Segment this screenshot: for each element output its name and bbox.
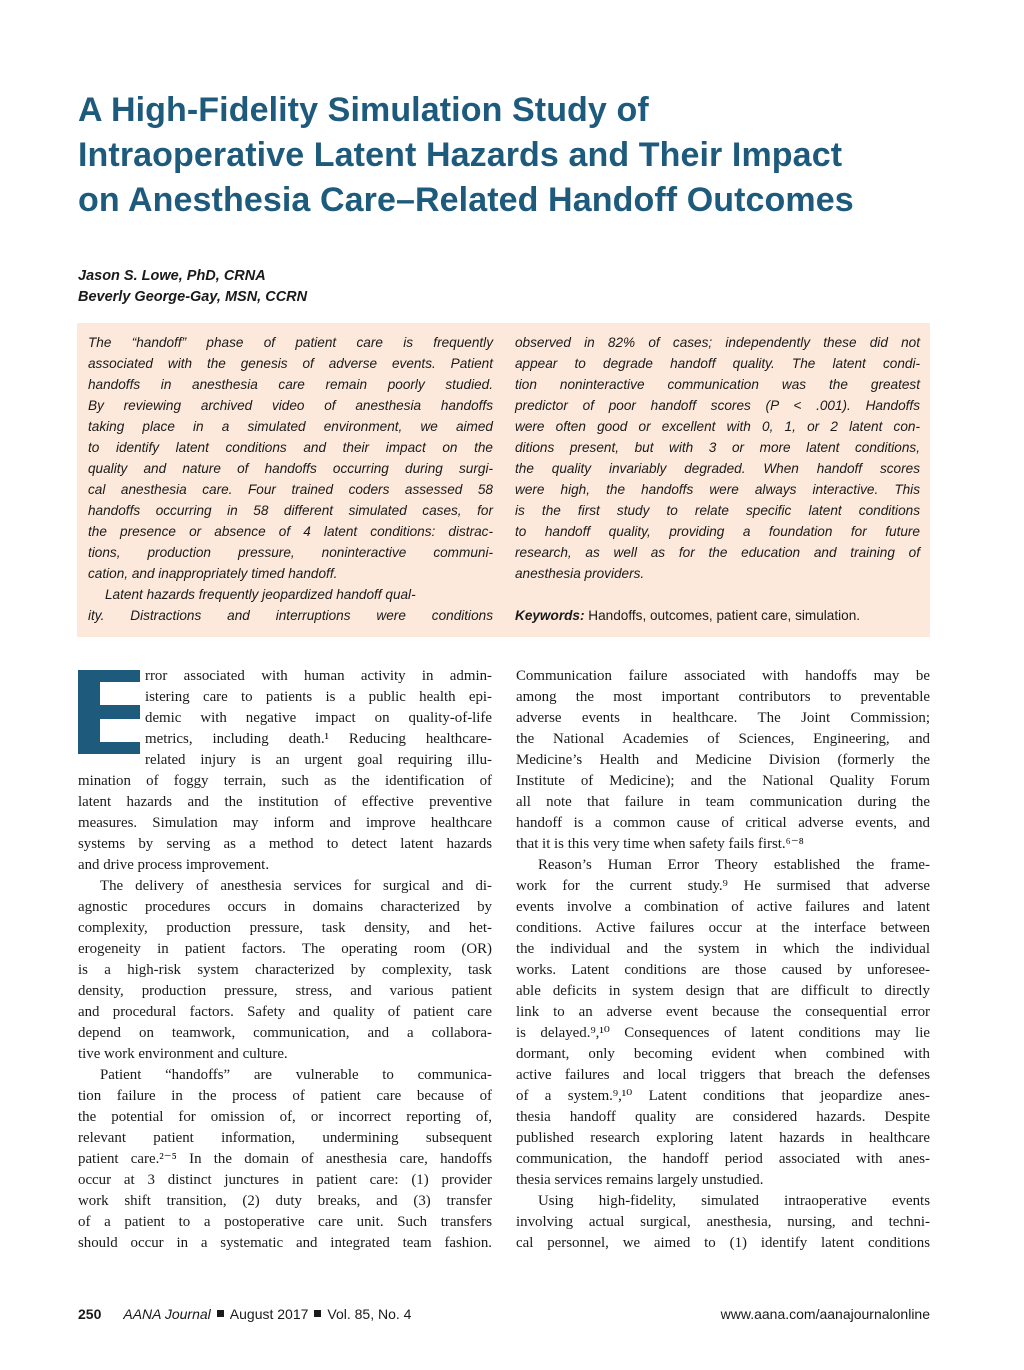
author-list — [78, 266, 307, 308]
body-line: published research exploring latent hazards in healthcare — [516, 1130, 930, 1146]
abstract — [77, 323, 930, 637]
page-footer — [78, 1306, 930, 1328]
body-line: able deficits in system design that are difficult to directly — [516, 983, 930, 999]
body-line: mination of foggy terrain, such as the identification of — [78, 773, 492, 789]
body-line: work shift transition, (2) duty breaks, and (3) transfer — [78, 1193, 492, 1209]
square-bullet-icon — [217, 1310, 224, 1317]
body-line: involving actual surgical, anesthesia, nursing, and techni- — [516, 1214, 930, 1230]
abstract-line: were often good or excellent with 0, 1, or 2 latent con- — [515, 419, 920, 434]
volume-issue: Vol. 85, No. 4 — [327, 1306, 412, 1322]
body-line: among the most important contributors to preventable — [516, 689, 930, 705]
body-line: dormant, only becoming evident when combined with — [516, 1046, 930, 1062]
body-line: Patient “handoffs” are vulnerable to communica- — [100, 1067, 492, 1083]
body-line: that it is this very time when safety fails first.⁶⁻⁸ — [516, 836, 804, 852]
abstract-line: observed in 82% of cases; independently these did not — [515, 335, 920, 350]
body-line: complexity, production pressure, task density, and het- — [78, 920, 492, 936]
body-line: of a patient to a postoperative care unit. Such transfers — [78, 1214, 492, 1230]
footer-citation — [78, 1306, 411, 1322]
body-line: occur at 3 distinct junctures in patient care: (1) provider — [78, 1172, 492, 1188]
author: Beverly George-Gay, MSN, CCRN — [78, 289, 308, 305]
title-line: on Anesthesia Care–Related Handoff Outcomes — [78, 181, 854, 219]
body-column-left — [78, 666, 492, 1254]
keywords-label: Keywords: — [515, 608, 585, 623]
body-line: is delayed.⁹,¹⁰ Consequences of latent conditions may lie — [516, 1025, 930, 1041]
abstract-line: to identify latent conditions and their impact on the — [88, 440, 493, 455]
body-line: systems by serving as a method to detect latent hazards — [78, 836, 492, 852]
body-line: all note that failure in team communication during the — [516, 794, 930, 810]
body-line: conditions. Active failures occur at the interface between — [516, 920, 930, 936]
abstract-line: ity. Distractions and interruptions were conditions — [88, 608, 493, 623]
body-line: patient care.²⁻⁵ In the domain of anesthesia care, handoffs — [78, 1151, 492, 1167]
body-line: events involve a combination of active failures and latent — [516, 899, 930, 915]
body-line: depend on teamwork, communication, and a collabora- — [78, 1025, 492, 1041]
keywords — [515, 605, 920, 626]
abstract-line: The “handoff” phase of patient care is frequently — [88, 335, 493, 350]
body-line: related injury is an urgent goal requiring illu- — [145, 752, 492, 768]
body-line: and procedural factors. Safety and quality of patient care — [78, 1004, 492, 1020]
abstract-line: By reviewing archived video of anesthesia handoffs — [88, 398, 493, 413]
body-line: measures. Simulation may inform and improve healthcare — [78, 815, 492, 831]
abstract-line: to handoff quality, providing a foundation for future — [515, 524, 920, 539]
article-title — [78, 88, 958, 223]
abstract-line: anesthesia providers. — [515, 566, 645, 581]
abstract-line: the presence or absence of 4 latent conditions: distrac- — [88, 524, 493, 539]
abstract-line: were high, the handoffs were always interactive. This — [515, 482, 920, 497]
abstract-line: tion noninteractive communication was the greatest — [515, 377, 920, 392]
body-line: active failures and local triggers that breach the defenses — [516, 1067, 930, 1083]
abstract-line: quality and nature of handoffs occurring during surgi- — [88, 461, 493, 476]
body-line: thesia services remains largely unstudied. — [516, 1172, 764, 1188]
body-line: The delivery of anesthesia services for surgical and di- — [100, 878, 492, 894]
abstract-line: the quality invariably degraded. When handoff scores — [515, 461, 920, 476]
body-line: work for the current study.⁹ He surmised that adverse — [516, 878, 930, 894]
abstract-line: tions, production pressure, noninteractive communi- — [88, 545, 493, 560]
body-line: thesia handoff quality are considered hazards. Despite — [516, 1109, 930, 1125]
title-line: Intraoperative Latent Hazards and Their Impact — [78, 136, 843, 174]
abstract-line: appear to degrade handoff quality. The latent condi- — [515, 356, 920, 371]
body-line: tion failure in the process of patient care because of — [78, 1088, 492, 1104]
body-line: link to an adverse event because the consequential error — [516, 1004, 930, 1020]
body-line: relevant patient information, undermining subsequent — [78, 1130, 492, 1146]
body-line: istering care to patients is a public health epi- — [145, 689, 492, 705]
body-line: Using high-fidelity, simulated intraoperative events — [538, 1193, 930, 1209]
issue-date: August 2017 — [229, 1306, 309, 1322]
journal-url[interactable]: www.aana.com/aanajournalonline — [720, 1306, 930, 1322]
body-line: rror associated with human activity in admin- — [145, 668, 492, 684]
body-line: should occur in a systematic and integrated team fashion. — [78, 1235, 492, 1251]
body-line: handoff is a common cause of critical adverse events, and — [516, 815, 930, 831]
abstract-line: taking place in a simulated environment, we aimed — [88, 419, 493, 434]
body-line: density, production pressure, stress, and various patient — [78, 983, 492, 999]
body-line: communication, the handoff period associated with anes- — [516, 1151, 930, 1167]
title-line: A High-Fidelity Simulation Study of — [78, 91, 649, 129]
abstract-line: research, as well as for the education and training of — [515, 545, 920, 560]
abstract-line: handoffs in anesthesia care remain poorly studied. — [88, 377, 493, 392]
body-line: agnostic procedures occurs in domains characterized by — [78, 899, 492, 915]
abstract-line: is the first study to relate specific latent conditions — [515, 503, 920, 518]
body-line: demic with negative impact on quality-of-life — [145, 710, 492, 726]
abstract-column-left — [88, 332, 493, 626]
abstract-line: ditions present, but with 3 or more latent conditions, — [515, 440, 920, 455]
body-line: of a system.⁹,¹⁰ Latent conditions that jeopardize anes- — [516, 1088, 930, 1104]
body-line: Reason’s Human Error Theory established the frame- — [538, 857, 930, 873]
body-line: metrics, including death.¹ Reducing healthcare- — [145, 731, 492, 747]
abstract-line: cal anesthesia care. Four trained coders assessed 58 — [88, 482, 493, 497]
body-line: the National Academies of Sciences, Engineering, and — [516, 731, 930, 747]
abstract-line: cation, and inappropriately timed handoff. — [88, 566, 338, 581]
body-line: tive work environment and culture. — [78, 1046, 288, 1062]
body-line: the individual and the system in which the individual — [516, 941, 930, 957]
body-line: Communication failure associated with handoffs may be — [516, 668, 930, 684]
abstract-line: associated with the genesis of adverse events. Patient — [88, 356, 493, 371]
body-line: is a high-risk system characterized by complexity, task — [78, 962, 492, 978]
body-line: adverse events in healthcare. The Joint Commission; — [516, 710, 930, 726]
body-line: works. Latent conditions are those caused by unforesee- — [516, 962, 930, 978]
page-number: 250 — [78, 1306, 102, 1322]
body-line: Institute of Medicine); and the National Quality Forum — [516, 773, 930, 789]
body-column-right — [516, 666, 930, 1254]
body-line: cal personnel, we aimed to (1) identify latent conditions — [516, 1235, 930, 1251]
body-line: erogeneity in patient factors. The operating room (OR) — [78, 941, 492, 957]
keywords-text: Handoffs, outcomes, patient care, simulation. — [584, 608, 861, 623]
abstract-line: predictor of poor handoff scores (P < .001). Handoffs — [515, 398, 920, 413]
body-line: and drive process improvement. — [78, 857, 270, 873]
abstract-line: handoffs occurring in 58 different simulated cases, for — [88, 503, 493, 518]
abstract-column-right — [515, 332, 920, 626]
author: Jason S. Lowe, PhD, CRNA — [78, 268, 266, 284]
square-bullet-icon — [314, 1310, 321, 1317]
body-line: Medicine’s Health and Medicine Division (formerly the — [516, 752, 930, 768]
body-line: latent hazards and the institution of effective preventive — [78, 794, 492, 810]
journal-name: AANA Journal — [123, 1306, 211, 1322]
abstract-line: Latent hazards frequently jeopardized handoff qual- — [105, 587, 416, 602]
body-line: the potential for omission of, or incorrect reporting of, — [78, 1109, 492, 1125]
